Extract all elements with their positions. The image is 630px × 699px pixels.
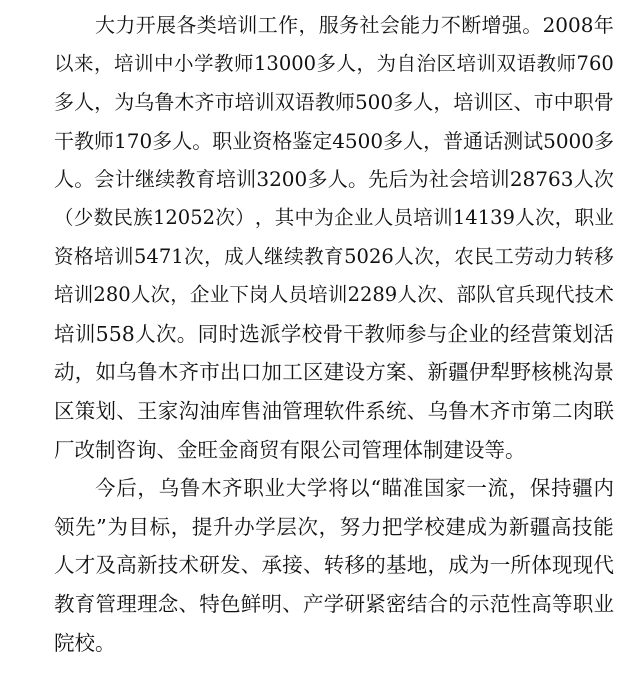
text-line: 培 训 558 人 次 。 同 时 选 派 学 校 骨 干 教 师 参 与 企 业 的 经 营 策 划 活	[54, 321, 614, 346]
paragraph-future-goals	[54, 469, 614, 662]
document-body	[54, 6, 614, 662]
text-line: 院校。	[54, 630, 116, 655]
text-line: 今 后 ， 乌 鲁 木 齐 职 业 大 学 将 以 “ 瞄 准 国 家 一 流 ， 保 持 疆 内	[95, 476, 614, 501]
text-line: 培 训 280 人 次 ， 企 业 下 岗 人 员 培 训 2289 人 次 、 部 队 官 兵 现 代 技 术	[54, 283, 614, 307]
text-line: 领 先 ” 为 目 标 ， 提 升 办 学 层 次 ， 努 力 把 学 校 建 成 为 新 疆 高 技 能	[54, 514, 614, 539]
text-line: 动 ， 如 乌 鲁 木 齐 市 出 口 加 工 区 建 设 方 案 、 新 疆 伊 犁 野 核 桃 沟 景	[54, 360, 614, 385]
text-line: 资 格 培 训 5471 次 ， 成 人 继 续 教 育 5026 人 次 ， 农 民 工 劳 动 力 转 移	[54, 244, 614, 268]
text-line: 以 来 ， 培 训 中 小 学 教 师 13000 多 人 ， 为 自 治 区 培 训 双 语 教 师 760	[54, 51, 614, 75]
text-line: 干 教 师 170 多 人 。 职 业 资 格 鉴 定 4500 多 人 ， 普 通 话 测 试 5000 多	[54, 128, 614, 153]
paragraph-training	[54, 6, 614, 469]
text-line: 厂改制咨询、金旺金商贸有限公司管理体制建设等。	[54, 437, 526, 462]
text-line: 多 人 ， 为 乌 鲁 木 齐 市 培 训 双 语 教 师 500 多 人 ， 培 训 区 、 市 中 职 骨	[54, 90, 614, 115]
text-line: 大 力 开 展 各 类 培 训 工 作 ， 服 务 社 会 能 力 不 断 增 强 。 2008 年	[95, 13, 614, 37]
text-line: 人 。 会 计 继 续 教 育 培 训 3200 多 人 。 先 后 为 社 会 培 训 28763 人 次	[54, 167, 614, 192]
text-line: 教 育 管 理 理 念 、 特 色 鲜 明 、 产 学 研 紧 密 结 合 的 示 范 性 高 等 职 业	[54, 591, 614, 616]
text-line: 区 策 划 、 王 家 沟 油 库 售 油 管 理 软 件 系 统 、 乌 鲁 木 齐 市 第 二 肉 联	[54, 398, 614, 423]
text-line: （ 少 数 民 族 12052 次 ） ， 其 中 为 企 业 人 员 培 训 14139 人 次 ， 职 业	[54, 205, 614, 229]
text-line: 人 才 及 高 新 技 术 研 发 、 承 接 、 转 移 的 基 地 ， 成 为 一 所 体 现 现 代	[54, 553, 614, 578]
